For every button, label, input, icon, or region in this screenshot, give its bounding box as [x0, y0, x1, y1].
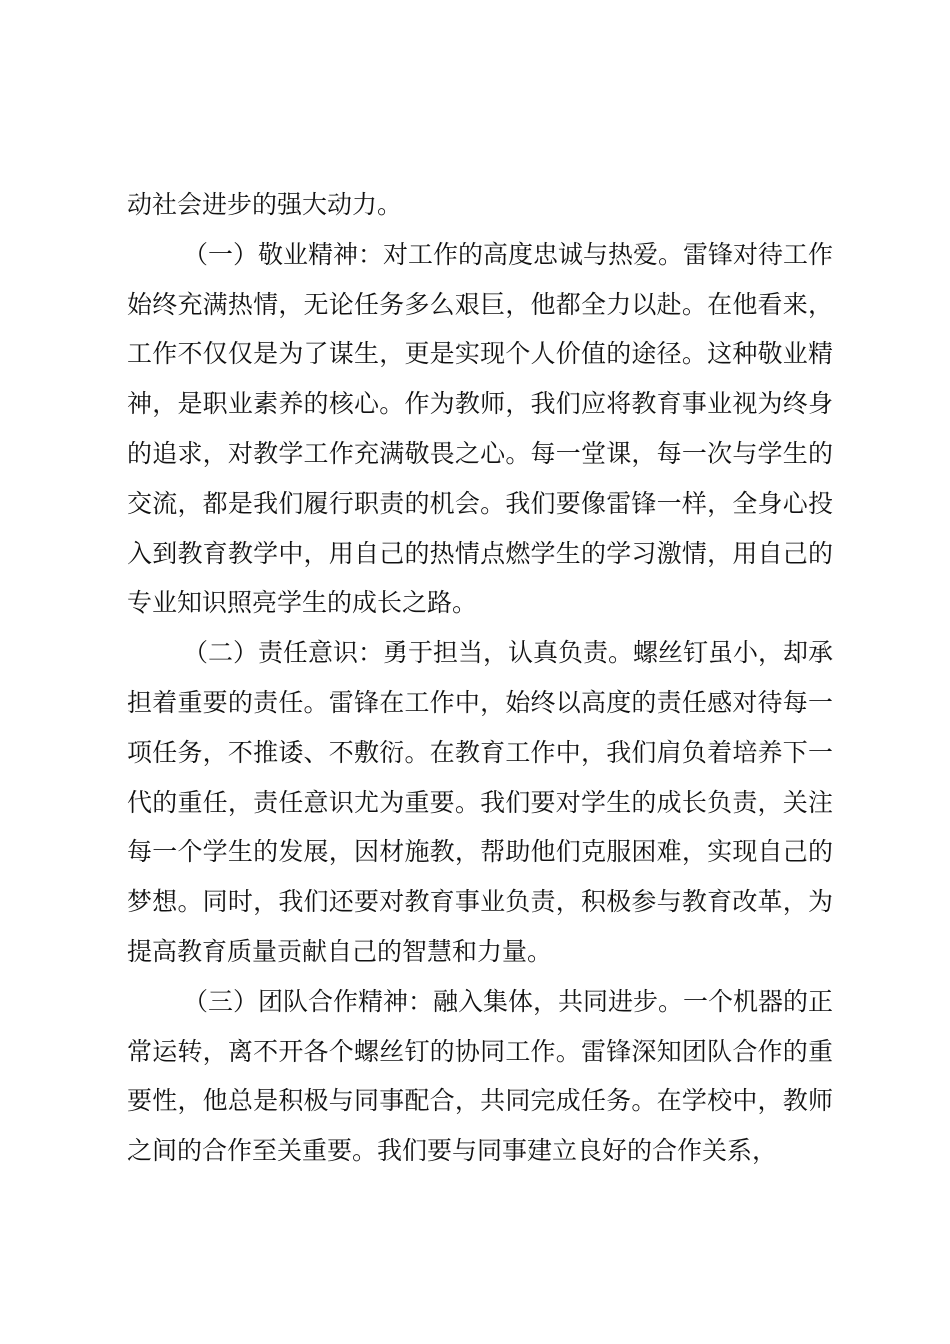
paragraph-responsibility: （二）责任意识：勇于担当，认真负责。螺丝钉虽小，却承担着重要的责任。雷锋在工作中，始终以高度的责任感对待每一项任务，不推诿、不敷衍。在教育工作中，我们肩负着培养下一代的重任，责任意识尤为重要。我们要对学生的成长负责，关注每一个学生的发展，因材施教，帮助他们克服困难，实现自己的梦想。同时，我们还要对教育事业负责，积极参与教育改革，为提高教育质量贡献自己的智慧和力量。	[127, 638, 834, 966]
document-body	[127, 180, 833, 1176]
paragraph-dedication: （一）敬业精神：对工作的高度忠诚与热爱。雷锋对待工作始终充满热情，无论任务多么艰巨，他都全力以赴。在他看来，工作不仅仅是为了谋生，更是实现个人价值的途径。这种敬业精神，是职业素养的核心。作为教师，我们应将教育事业视为终身的追求，对教学工作充满敬畏之心。每一堂课，每一次与学生的交流，都是我们履行职责的机会。我们要像雷锋一样，全身心投入到教育教学中，用自己的热情点燃学生的学习激情，用自己的专业知识照亮学生的成长之路。	[127, 239, 834, 618]
paragraph-teamwork: （三）团队合作精神：融入集体，共同进步。一个机器的正常运转，离不开各个螺丝钉的协同工作。雷锋深知团队合作的重要性，他总是积极与同事配合，共同完成任务。在学校中，教师之间的合作至关重要。我们要与同事建立良好的合作关系，	[127, 986, 834, 1166]
paragraph-continuation: 动社会进步的强大动力。	[127, 190, 403, 219]
